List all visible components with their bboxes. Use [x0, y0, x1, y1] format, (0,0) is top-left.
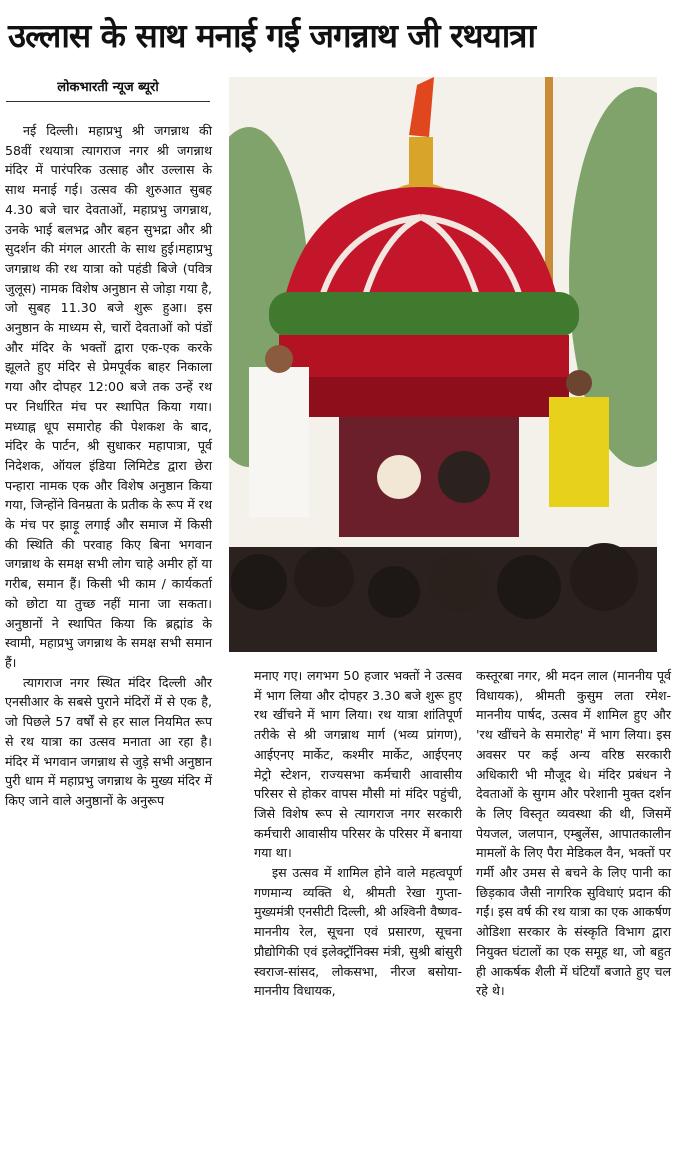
- photo-crowd-head: [497, 555, 561, 619]
- rath-yatra-photo: [229, 77, 657, 652]
- photo-man-yellow: [549, 397, 609, 507]
- photo-man-head: [265, 345, 293, 373]
- photo-man-yellow-head: [566, 370, 592, 396]
- article-column-3: [476, 666, 671, 1001]
- byline: लोकभारती न्यूज ब्यूरो: [6, 78, 210, 102]
- paragraph: त्यागराज नगर स्थित मंदिर दिल्ली और एनसीआर के सबसे पुराने मंदिरों में से एक है, जो पिछले 57 वर्षों से हर साल नियमित रूप से रथ यात्रा का उत्सव मनाता आ रहा है। मंदिर में भगवान जगन्नाथ से जुड़े सभी अनुष्ठान पुरी धाम में महाप्रभु जगन्नाथ के मुख्य मंदिर में किए जाने वाले अनुष्ठानों के अनुरूप: [5, 674, 212, 808]
- paragraph: मनाए गए। लगभग 50 हजार भक्तों ने उत्सव में भाग लिया और दोपहर 3.30 बजे शुरू हुए रथ खींचने में भाग लिया। रथ यात्रा शांतिपूर्ण तरीके से श्री जगन्नाथ मार्ग (भव्य प्रांगण), आईएनए मार्केट, कश्मीर मार्केट, आईएनए मेट्रो स्टेशन, राज्यसभा कर्मचारी आवासीय परिसर से होकर वापस मौसी मां मंदिर पहुंची, जिसे विशेष रूप से त्यागराज नगर सरकारी कर्मचारी आवासीय परिसर के परिसर में बनाया गया था।: [254, 668, 462, 861]
- photo-deity-face: [438, 451, 490, 503]
- paragraph: नई दिल्ली। महाप्रभु श्री जगन्नाथ की 58वीं रथयात्रा त्यागराज नगर श्री जगन्नाथ मंदिर में पारंपरिक उत्साह और उल्लास के साथ मनाई गई। उत्सव की शुरुआत सुबह 4.30 बजे चार देवताओं, महाप्रभु जगन्नाथ, उनके भाई बलभद्र और बहन सुभद्रा और श्री सुदर्शन की मंगल आरती के साथ हुई।महाप्रभु जगन्नाथ की रथ यात्रा को पहंडी बिजे (पवित्र जुलूस) नामक विशेष अनुष्ठान से जोड़ा गया है, जो सुबह 11.30 बजे शुरू हुआ। इस अनुष्ठान के माध्यम से, चारों देवताओं को पंडों और मंदिर के भक्तों द्वारा एक-एक करके झूलते हुए मंदिर से प्रेमपूर्वक बाहर निकाला गया और दोपहर 12:00 बजे तक उन्हें रथ पर निर्धारित मंच पर स्थापित किया गया। मध्याह्न धूप समारोह की पेशकश के बाद, मंदिर के पार्टन, श्री सुधाकर महापात्रा, पूर्व निदेशक, ऑयल इंडिया लिमिटेड द्वारा छेरा पन्हारा नामक एक और विशेष अनुष्ठान किया गया, जिन्होंने विनम्रता के प्रतीक के रूप में रथ के मंच पर झाड़ू लगाई और समाज में किसी की स्थिति की परवाह किए बिना भगवान जगन्नाथ के समक्ष सभी लोग चाहे अमीर हों या गरीब, समान हैं। किसी भी काम / कार्यकर्ता को छोटा या तुच्छ नहीं माना जा सकता। अनुष्ठानों ने स्थापित किया कि ब्रह्मांड के स्वामी, महाप्रभु जगन्नाथ के समक्ष सभी समान हैं।: [5, 123, 212, 670]
- photo-crowd-head: [368, 566, 420, 618]
- article-column-2: [254, 666, 462, 1001]
- photo-crowd-head: [429, 552, 489, 612]
- paragraph: इस उत्सव में शामिल होने वाले महत्वपूर्ण गणमान्य व्यक्ति थे, श्रीमती रेखा गुप्ता-मुख्यमंत्री एनसीटी दिल्ली, श्री अश्विनी वैष्णव-माननीय रेल, सूचना एवं प्रसारण, सूचना प्रौद्योगिकी एवं इलेक्ट्रॉनिक्स मंत्री, सुश्री बांसुरी स्वराज-सांसद, लोकसभा, नीरज बसोया-माननीय विधायक,: [254, 865, 462, 999]
- photo-chariot-frieze: [279, 377, 569, 417]
- photo-crowd-head: [231, 554, 287, 610]
- chariot-image-icon: [229, 77, 657, 652]
- photo-garland-band: [269, 292, 579, 337]
- article-column-1: [5, 121, 212, 811]
- photo-deity-niche: [339, 417, 519, 537]
- photo-man-white: [249, 367, 309, 517]
- paragraph: कस्तूरबा नगर, श्री मदन लाल (माननीय पूर्व विधायक), श्रीमती कुसुम लता रमेश-माननीय पार्षद, उत्सव में शामिल हुए और 'रथ खींचने के समारोह' में भाग लिया। इस अवसर पर कई अन्य वरिष्ठ सरकारी अधिकारी भी मौजूद थे। मंदिर प्रबंधन ने देवताओं के सुगम और परेशानी मुक्त दर्शन के लिए विस्तृत व्यवस्था की थी, जिसमें पेयजल, जलपान, एम्बुलेंस, आपातकालीन मामलों के लिए पैरा मेडिकल वैन, भक्तों पर गर्मी और उमस से बचने के लिए पानी का छिड़काव जैसी नागरिक सुविधाएं प्रदान की गईं। इस वर्ष की रथ यात्रा का एक आकर्षण ओडिशा सरकार के संस्कृति विभाग द्वारा नियुक्त घंटालों का एक समूह था, जो बहुत ही आकर्षक शैली में घंटियाँ बजाते हुए चल रहे थे।: [476, 668, 671, 999]
- photo-crowd-head: [570, 543, 638, 611]
- headline: उल्लास के साथ मनाई गई जगन्नाथ जी रथयात्रा: [8, 16, 536, 55]
- photo-crowd-head: [294, 547, 354, 607]
- photo-deity-face: [377, 455, 421, 499]
